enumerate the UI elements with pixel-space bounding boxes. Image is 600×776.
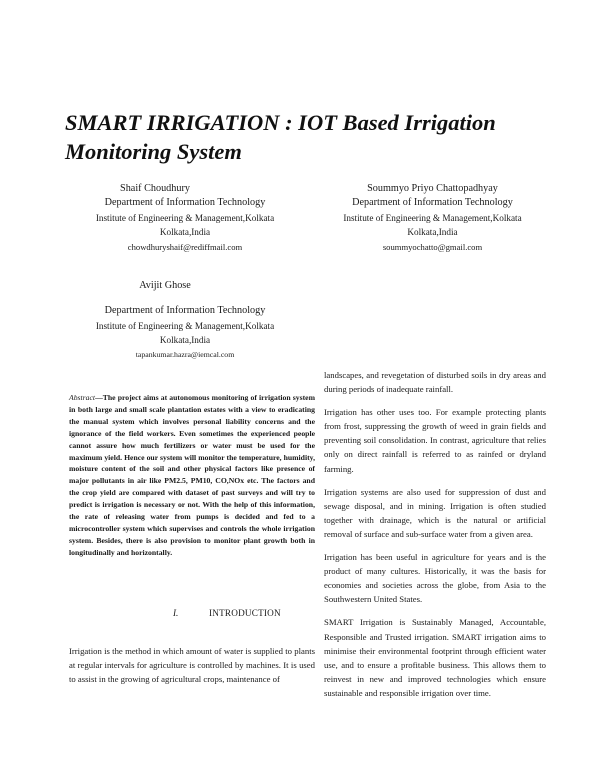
section-title: INTRODUCTION [209, 608, 281, 618]
author-institute: Institute of Engineering & Management,Kolkata [95, 320, 275, 331]
author-name: Avijit Ghose [139, 280, 191, 291]
author-email: soummyochatto@gmail.com [382, 241, 483, 252]
author-department: Department of Information Technology [104, 197, 266, 209]
paragraph: Irrigation systems are also used for suppression of dust and sewage disposal, and in mining. Irrigation is often studied together with drainage, which is the natural or artificial removal of surface and sub-surface water from a given area. [324, 486, 546, 539]
abstract [69, 392, 315, 559]
paragraph: landscapes, and revegetation of disturbed soils in dry areas and during periods of inadequate rainfall. [324, 370, 546, 395]
right-column [324, 368, 546, 709]
paragraph: Irrigation is the method in which amount of water is supplied to plants at regular intervals for agriculture is controlled by machines. It is used to assist in the growing of agricultural crops, maintenance of [69, 646, 315, 685]
author-location: Kolkata,India [407, 227, 458, 238]
author-block-3 [60, 279, 310, 362]
abstract-text: —The project aims at autonomous monitoring of irrigation system in both large and small scale plantation estates with a view to eradicating the manual system which involves personal liability concerns and the ignorance of the field workers. Even sometimes the experienced people cannot assure how much fertilizers or water must be used for the maximum yield. Hence our system will monitor the temperature, humidity, moisture content of the soil and other physical factors like presence of major pollutants in air like PM2.5, PM10, CO,NOx etc. The factors and the crop yield are compared with dataset of past surveys and will try to predict is irrigation is necessary or not. With the help of this information, the rate of releasing water from pumps is decided and fed to a microcontroller system which supervises and controls the whole irrigation system. Besides, there is also provision to monitor plant growth both in longitudinally and horizontally. [69, 393, 315, 557]
author-block-2 [315, 182, 550, 254]
abstract-lead: Abstract [69, 393, 96, 402]
author-name: Soummyo Priyo Chattopadhyay [367, 183, 498, 194]
author-department: Department of Information Technology [104, 305, 266, 317]
paragraph: Irrigation has other uses too. For example protecting plants from frost, suppressing the growth of weed in grain fields and preventing soil consolidation. In contrast, agriculture that relies only on direct rainfall is referred to as rainfed or dryland farming. [324, 407, 546, 474]
author-block-1 [60, 182, 310, 254]
author-department: Department of Information Technology [352, 197, 513, 209]
author-location: Kolkata,India [159, 227, 211, 238]
paragraph: Irrigation has been useful in agriculture for years and is the product of many cultures. Historically, it was the basis for economies and societies across the globe, from Asia to the Southwestern United States. [324, 552, 546, 605]
paper-title: SMART IRRIGATION : IOT Based Irrigation Monitoring System [65, 110, 496, 164]
intro-paragraph [69, 644, 315, 695]
author-institute: Institute of Engineering & Management,Kolkata [343, 212, 522, 223]
author-email: tapankumar.hazra@iemcal.com [135, 349, 235, 359]
section-number: I. [173, 608, 179, 618]
author-institute: Institute of Engineering & Management,Kolkata [95, 212, 275, 223]
author-location: Kolkata,India [159, 335, 211, 346]
paragraph: SMART Irrigation is Sustainably Managed, Accountable, Responsible and Trusted irrigation. SMART irrigation aims to minimise their environmental footprint through efficient water use, and to ensure a profitable business. This allows them to reinvest in new and improved technologies which ensure sustainable and responsible irrigation over time. [324, 617, 546, 698]
author-email: chowdhuryshaif@rediffmail.com [127, 241, 243, 252]
author-name: Shaif Choudhury [120, 183, 190, 194]
